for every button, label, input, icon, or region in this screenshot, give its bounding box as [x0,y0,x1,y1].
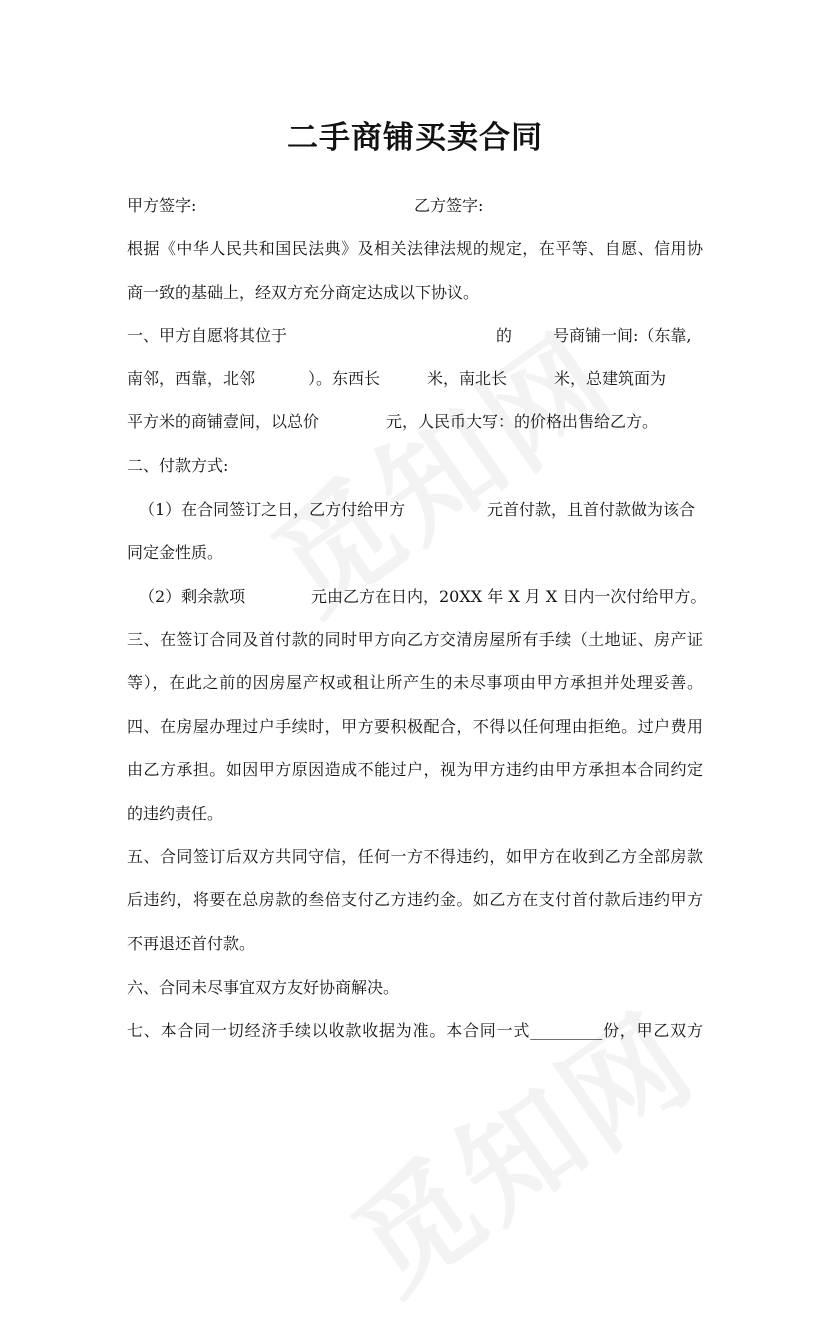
party-b-signature-label: 乙方签字: [414,196,484,215]
clause2-item1-line1-a: （1）在合同签订之日，乙方付给甲方 [139,500,406,519]
clause3-line2: 等），在此之前的因房屋产权或租让所产生的未尽事项由甲方承担并处理妥善。 [127,673,703,692]
intro-line-2: 商一致的基础上，经双方充分商定达成以下协议。 [127,283,480,302]
clause5-line2: 后违约，将要在总房款的叁倍支付乙方违约金。如乙方在支付首付款后违约甲方 [127,890,703,909]
clause3-line1: 三、在签订合同及首付款的同时甲方向乙方交清房屋所有手续（土地证、房产证 [127,630,703,649]
clause1-line3-a: 平方米的商铺壹间，以总价 [127,412,320,431]
clause4-line2: 由乙方承担。如因甲方原因造成不能过户，视为甲方违约由甲方承担本合同约定 [127,760,703,779]
clause4-line1: 四、在房屋办理过户手续时，甲方要积极配合，不得以任何理由拒绝。过户费用 [127,717,703,736]
clause4-line3: 的违约责任。 [127,804,224,823]
clause5-line3: 不再退还首付款。 [127,934,256,953]
intro-line-1: 根据《中华人民共和国民法典》及相关法律法规的规定，在平等、自愿、信用协 [127,239,703,258]
clause1-line2-c: 米，南北长 [427,369,508,388]
clause2-heading: 二、付款方式: [127,456,229,475]
clause1-line1-a: 一、甲方自愿将其位于 [127,326,288,345]
clause1-line2-d: 米，总建筑面为 [554,369,667,388]
clause1-line1-b: 的 [496,326,513,345]
clause2-item2-a: （2）剩余款项 [139,587,246,606]
clause1-line2-b: ）。东西长 [308,369,381,388]
clause7-line1: 七、本合同一切经济手续以收款收据为准。本合同一式_________份，甲乙双方 [127,1021,703,1040]
clause5-line1: 五、合同签订后双方共同守信，任何一方不得违约，如甲方在收到乙方全部房款 [127,847,703,866]
clause1-line3-b: 元，人民币大写：的价格出售给乙方。 [386,412,659,431]
clause2-item1-line1-b: 元首付款，且首付款做为该合 [487,500,696,519]
clause2-item1-line2: 同定金性质。 [127,543,224,562]
party-a-signature-label: 甲方签字: [127,196,197,215]
clause1-line2-a: 南邻，西靠，北邻 [127,369,256,388]
clause1-line1-c: 号商铺一间:（东靠, [553,326,692,345]
document-title: 二手商铺买卖合同 [287,120,543,156]
clause6-line1: 六、合同未尽事宜双方友好协商解决。 [127,978,400,997]
clause2-item2-b: 元由乙方在日内，20XX 年 X 月 X 日内一次付给甲方。 [311,587,707,606]
